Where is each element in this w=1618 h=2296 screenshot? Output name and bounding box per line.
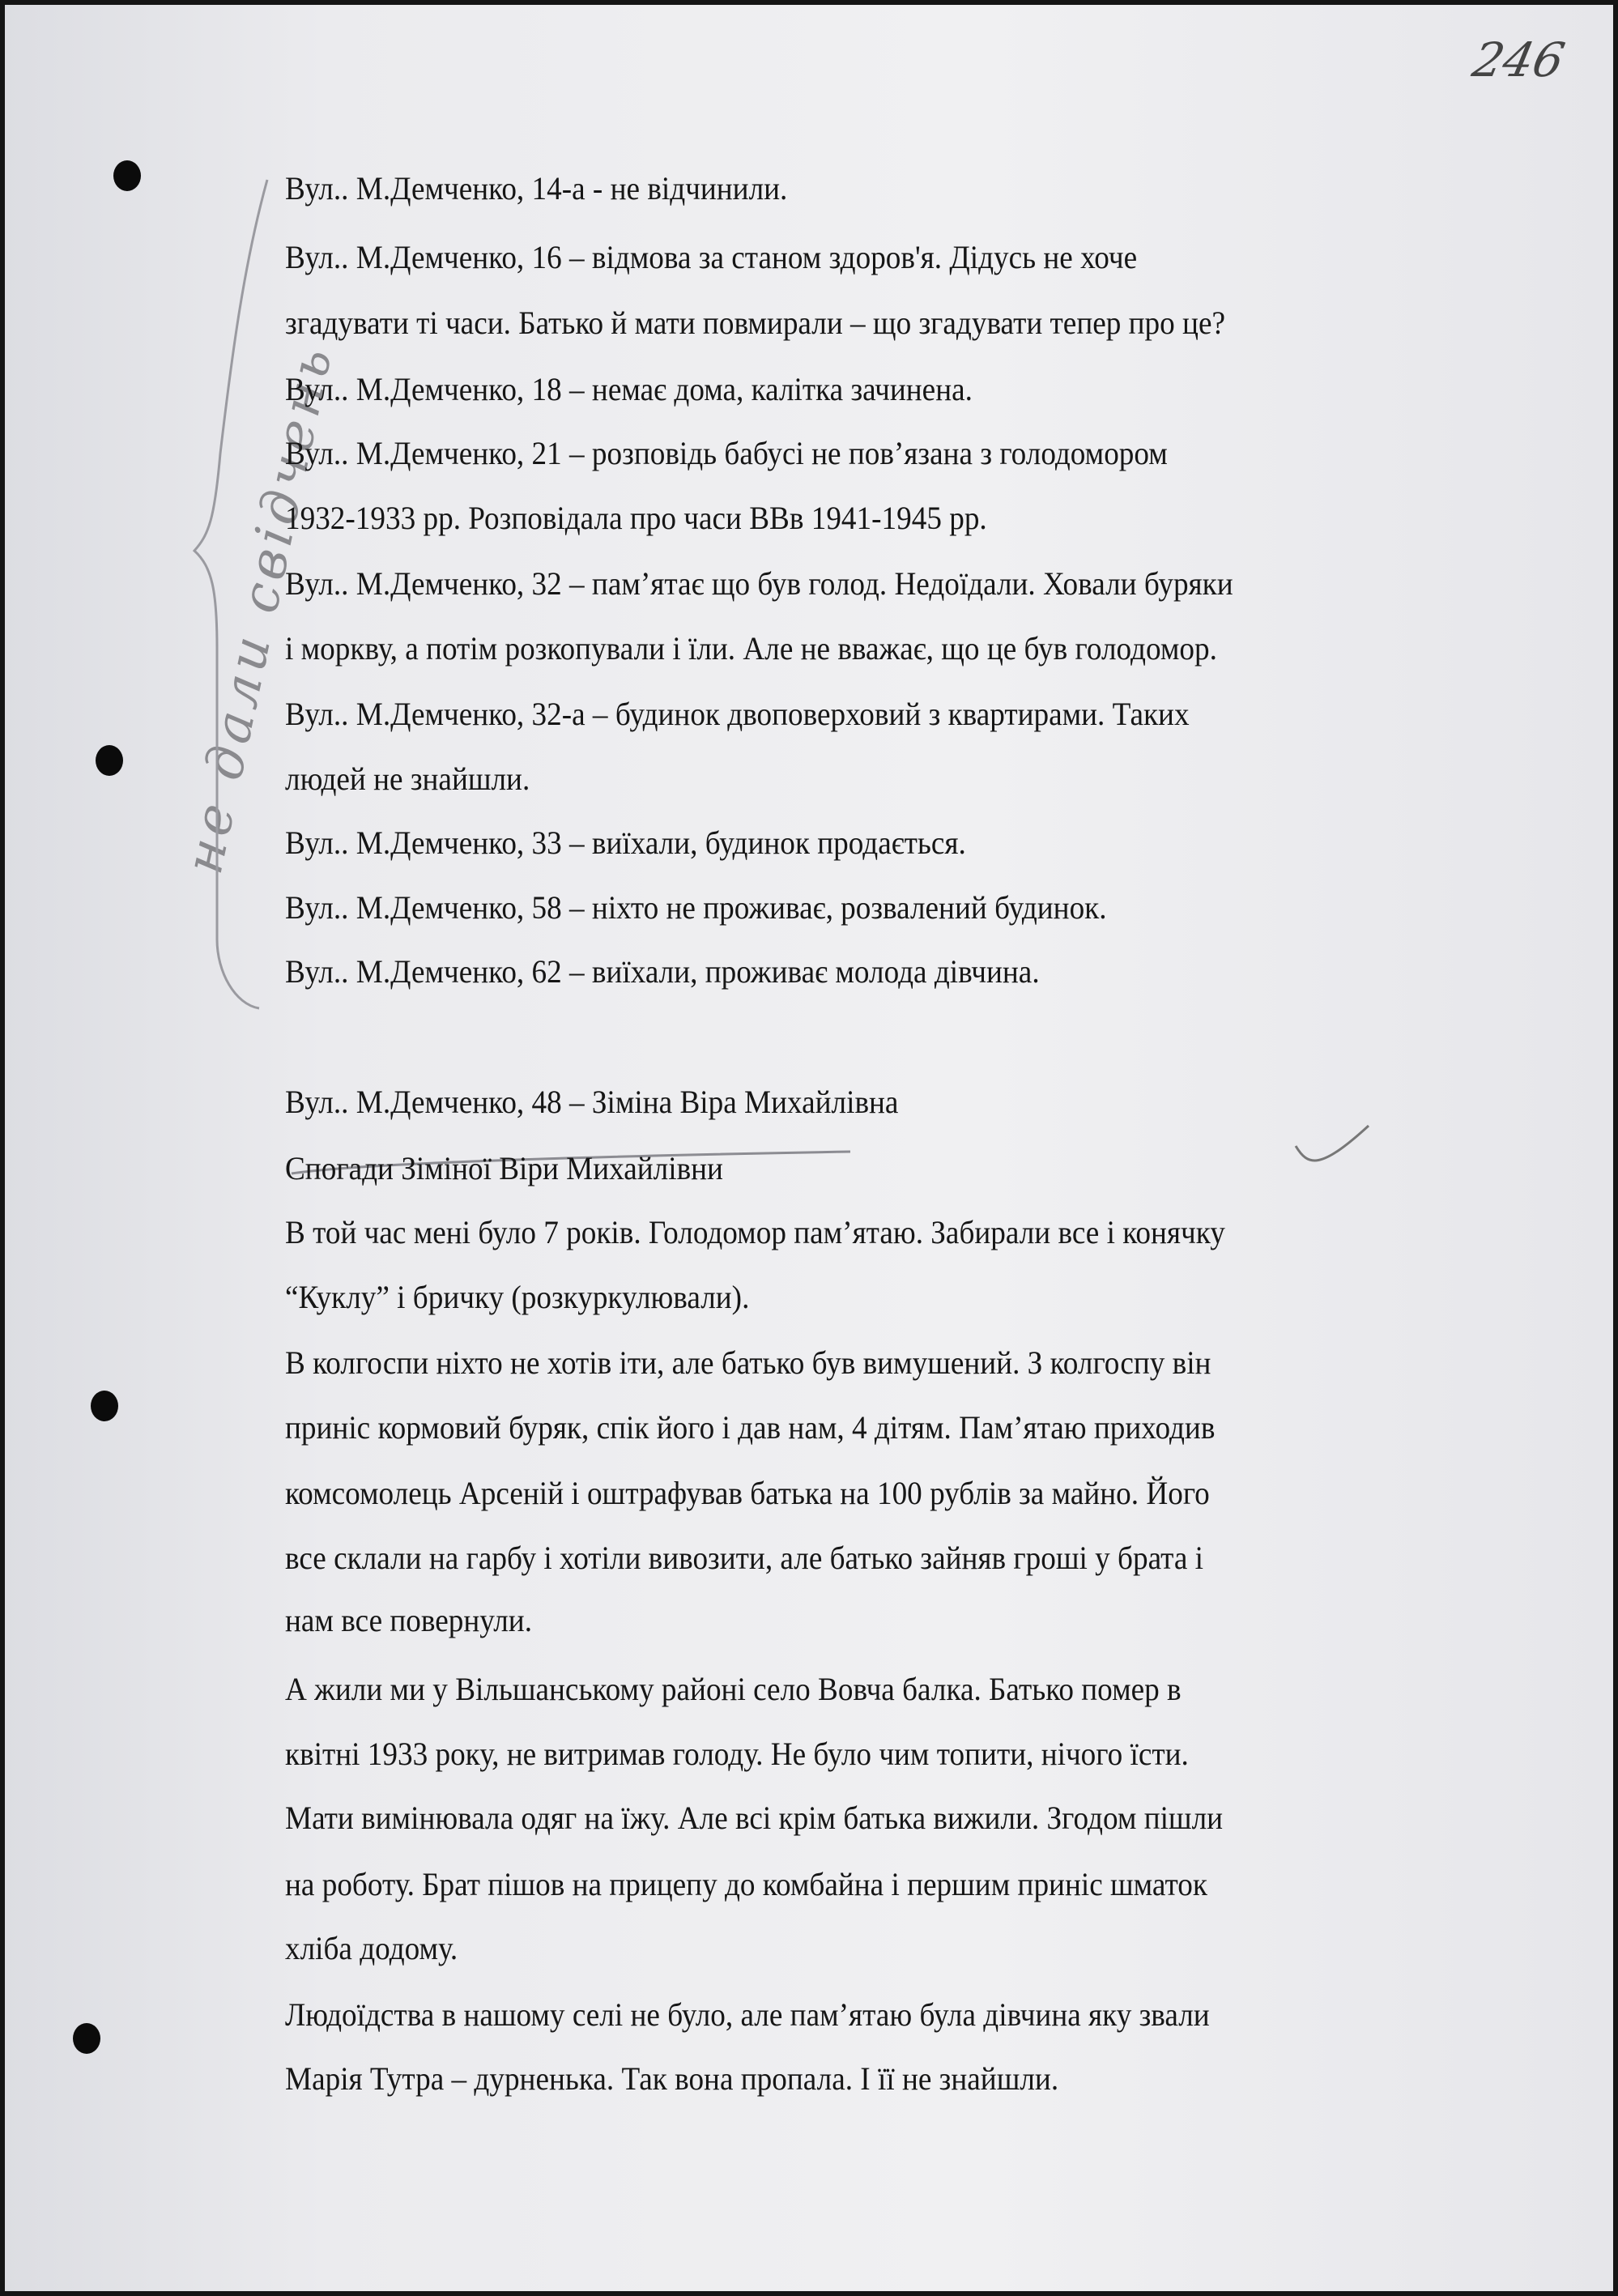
text-line: комсомолець Арсеній і оштрафував батька на 100 рублів за майно. Його xyxy=(285,1474,1210,1511)
text-line: згадувати ті часи. Батько й мати повмирали – що згадувати тепер про це? xyxy=(285,305,1225,342)
text-line: “Куклу” і бричку (розкуркулювали). xyxy=(285,1278,750,1315)
text-line: на роботу. Брат пішов на прицепу до комбайна і першим приніс шматок xyxy=(285,1865,1207,1902)
text-line: Вул.. М.Демченко, 33 – виїхали, будинок продається. xyxy=(285,824,966,862)
text-line: В колгоспи ніхто не хотів іти, але батько був вимушений. З колгоспу він xyxy=(285,1344,1211,1382)
text-line: Вул.. М.Демченко, 32 – пам’ятає що був голод. Недоїдали. Ховали буряки xyxy=(285,565,1233,603)
memoir-heading: Спогади Зіміної Віри Михайлівни xyxy=(285,1149,723,1186)
text-line: і моркву, а потім розкопували і їли. Але не вважає, що це був голодомор. xyxy=(285,629,1217,667)
text-line: квітні 1933 року, не витримав голоду. Не було чим топити, нічого їсти. xyxy=(285,1735,1189,1772)
punch-hole xyxy=(73,2023,100,2054)
text-line: приніс кормовий буряк, спік його і дав нам, 4 дітям. Пам’ятаю приходив xyxy=(285,1408,1216,1446)
text-line: Вул.. М.Демченко, 58 – ніхто не проживає, розвалений будинок. xyxy=(285,888,1107,926)
text-line: Марія Тутра – дурненька. Так вона пропала. І її не знайшли. xyxy=(285,2060,1059,2098)
text-line: Людоїдства в нашому селі не було, але пам’ятаю була дівчина яку звали xyxy=(285,1996,1210,2033)
text-line: Мати вимінювала одяг на їжу. Але всі крім батька вижили. Згодом пішли xyxy=(285,1800,1224,1837)
punch-hole xyxy=(113,160,141,191)
text-line: В той час мені було 7 років. Голодомор пам’ятаю. Забирали все і конячку xyxy=(285,1214,1225,1251)
handwritten-margin-note: не дали свідчень xyxy=(174,339,345,880)
text-line: Вул.. М.Демченко, 21 – розповідь бабусі не пов’язана з голодомором xyxy=(285,435,1168,472)
text-line: А жили ми у Вільшанському районі село Вовча балка. Батько помер в xyxy=(285,1671,1182,1708)
punch-hole xyxy=(91,1391,118,1421)
text-line: Вул.. М.Демченко, 48 – Зіміна Віра Михайлівна xyxy=(285,1084,899,1121)
page-number: 246 xyxy=(1467,32,1569,87)
text-line: людей не знайшли. xyxy=(285,760,530,797)
text-line: 1932-1933 рр. Розповідала про часи ВВв 1941-1945 рр. xyxy=(285,499,987,536)
punch-hole xyxy=(96,745,123,776)
checkmark xyxy=(1296,1126,1369,1161)
text-line: Вул.. М.Демченко, 32-а – будинок двоповерховий з квартирами. Таких xyxy=(285,696,1190,733)
margin-bracket xyxy=(194,180,267,1008)
text-line: нам все повернули. xyxy=(285,1602,532,1639)
text-line: Вул.. М.Демченко, 14-а - не відчинили. xyxy=(285,170,788,207)
text-line: хліба додому. xyxy=(285,1930,458,1967)
text-line: Вул.. М.Демченко, 62 – виїхали, проживає молода дівчина. xyxy=(285,953,1040,990)
text-line: Вул.. М.Демченко, 18 – немає дома, калітка зачинена. xyxy=(285,370,973,407)
text-line: все склали на гарбу і хотіли вивозити, але батько зайняв гроші у брата і xyxy=(285,1539,1203,1576)
text-line: Вул.. М.Демченко, 16 – відмова за станом здоров'я. Дідусь не хоче xyxy=(285,239,1138,276)
